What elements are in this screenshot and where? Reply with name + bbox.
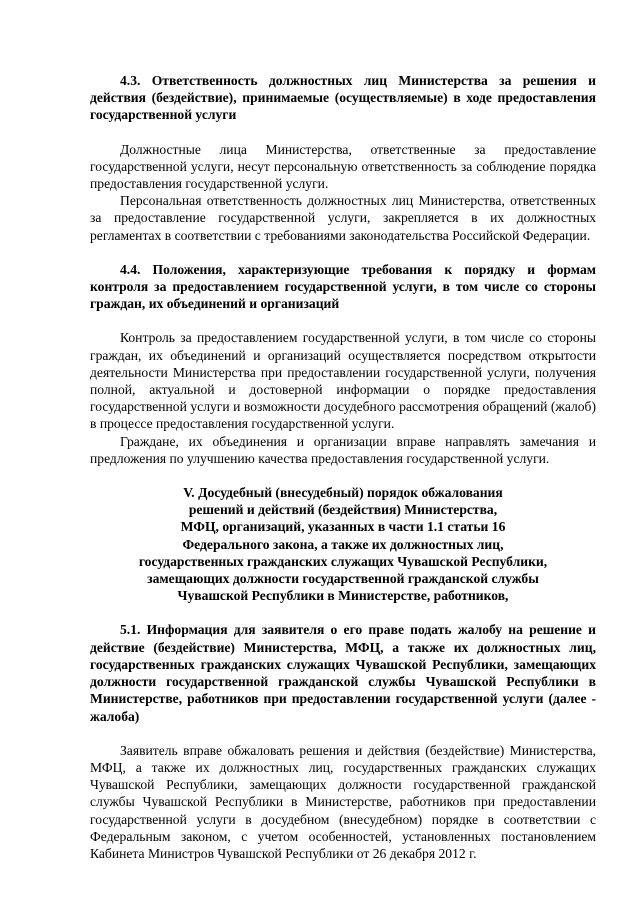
section-4-3-heading: 4.3. Ответственность должностных лиц Министерства за решения и действия (бездействие), принимаемые (осуществляемые) в ходе предоставления государственной услуги [90, 73, 596, 123]
section-4-3-paragraph-2: Персональная ответственность должностных лиц Министерства, ответственных за предоставление государственной услуги, закрепляется в их должностных регламентах в соответствии с требованиями законодательства Российской Федерации. [90, 193, 596, 243]
section-4-4-paragraph-1: Контроль за предоставлением государственной услуги, в том числе со стороны граждан, их объединений и организаций осуществляется посредством открытости деятельности Министерства при предоставлении государственной услуги, получения полной, актуальной и достоверной информации о порядке предоставления государственной услуги и возможности досудебного рассмотрения обращений (жалоб) в процессе предоставления государственной услуги. [90, 330, 596, 432]
section-4-4-heading: 4.4. Положения, характеризующие требования к порядку и формам контроля за предоставлением государственной услуги, в том числе со стороны граждан, их объединений и организаций [90, 261, 596, 312]
section-5-title-line: V. Досудебный (внесудебный) порядок обжалования [183, 485, 503, 501]
section-5-title-line: Чувашской Республики в Министерстве, работников, [177, 588, 509, 604]
section-5-title [90, 484, 596, 604]
section-5-title-line: МФЦ, организаций, указанных в части 1.1 статьи 16 [180, 519, 506, 535]
section-5-title-line: замещающих должности государственной гражданской службы [147, 571, 539, 587]
section-4-4-paragraph-2: Граждане, их объединения и организации вправе направлять замечания и предложения по улучшению качества предоставления государственной услуги. [90, 433, 596, 466]
section-5-title-line: государственных гражданских служащих Чувашской Республики, [138, 553, 548, 569]
section-4-3-paragraph-1: Должностные лица Министерства, ответственные за предоставление государственной услуги, несут персональную ответственность за соблюдение порядка предоставления государственной услуги. [90, 141, 596, 192]
section-5-title-line: Федерального закона, а также их должностных лиц, [182, 536, 504, 552]
section-5-1-heading: 5.1. Информация для заявителя о его праве подать жалобу на решение и действие (бездействие) Министерства, МФЦ, а также их должностных лиц, государственных гражданских служащих Чувашской Республики, замещающих должности государственной гражданской службы Чувашской Республики в Министерстве, работников при предоставлении государственной услуги (далее - жалоба) [90, 622, 596, 724]
document-page [90, 72, 596, 862]
section-5-title-line: решений и действий (бездействия) Министерства, [188, 502, 498, 518]
section-5-1-paragraph-1: Заявитель вправе обжаловать решения и действия (бездействие) Министерства, МФЦ, а также их должностных лиц, государственных гражданских служащих Чувашской Республики, замещающих должности государственной гражданской службы Чувашской Республики в Министерстве, работников при предоставлении государственной услуги в досудебном (внесудебном) порядке в соответствии с Федеральным законом, с учетом особенностей, установленных постановлением Кабинета Министров Чувашской Республики от 26 декабря 2012 г. [90, 742, 596, 861]
